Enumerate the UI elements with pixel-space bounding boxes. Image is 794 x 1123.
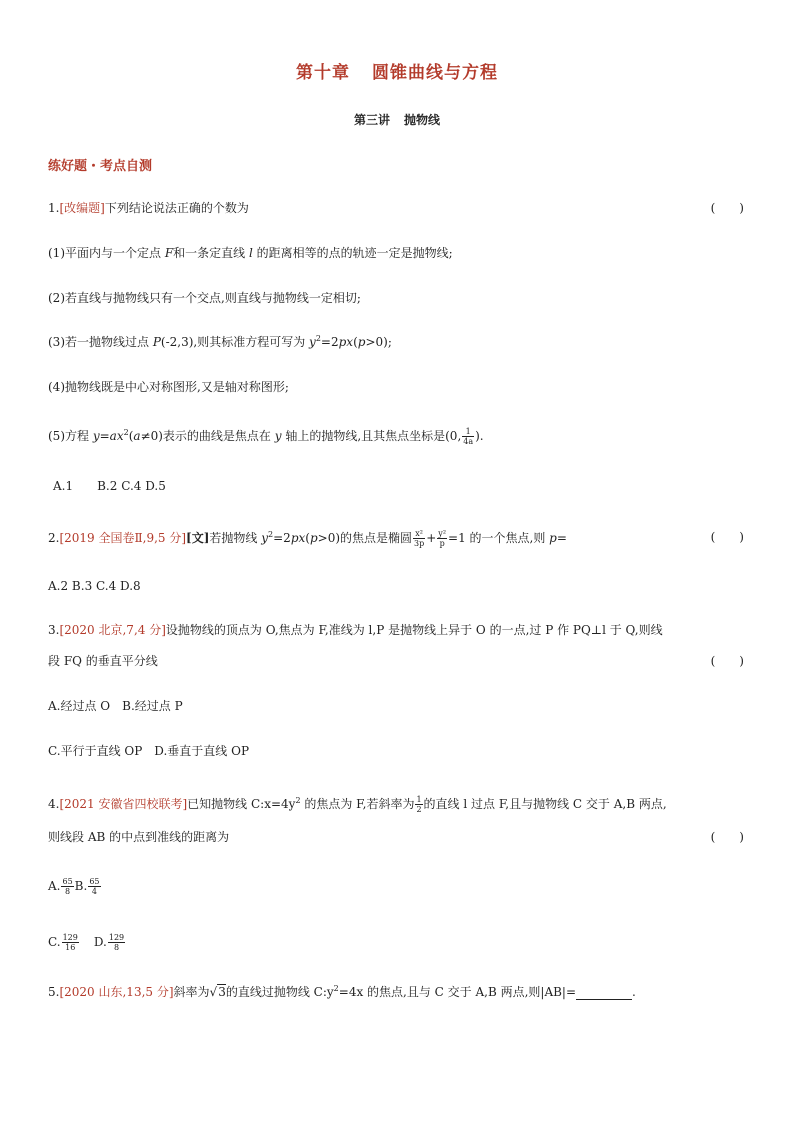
answer-parenthesis: ( ) <box>710 201 744 215</box>
answer-blank[interactable] <box>576 987 632 1000</box>
q1-item-2: (2)若直线与抛物线只有一个交点,则直线与抛物线一定相切; <box>48 291 361 305</box>
q2-options: A.2 B.3 C.4 D.8 <box>48 579 141 593</box>
lecture-number: 第三讲 <box>353 113 390 127</box>
fraction: $\frac{129}{8}$ <box>108 933 125 952</box>
q1-item-1: (1)平面内与一个定点 F和一条定直线 l 的距离相等的点的轨迹一定是抛物线; <box>48 246 453 260</box>
lecture-title <box>0 111 794 128</box>
q1-item-3: (3)若一抛物线过点 P(-2,3),则其标准方程可写为 $y^2=2px(p>0)$; <box>48 334 392 349</box>
answer-parenthesis: ( ) <box>710 530 744 544</box>
question-tag: [文] <box>186 531 210 545</box>
question-number: 1. <box>48 201 60 215</box>
fraction: $\frac{1}{4a}$ <box>463 427 474 446</box>
chapter-name: 圆锥曲线与方程 <box>372 63 498 83</box>
fraction: $\frac{129}{16}$ <box>62 933 78 952</box>
question-text: 下列结论说法正确的个数为 <box>104 201 249 215</box>
question-5-stem: 5.[2020 山东,13,5 分]斜率为√3的直线过抛物线 $C:y^2=4x$ 的焦点,且与 C 交于 A,B 两点,则|AB|= . <box>48 984 636 999</box>
q4-options-ab: A. $\frac{65}{8}$ B. $\frac{65}{4}$ <box>48 877 100 896</box>
fraction: $\frac{\text{x²}}{3p}$ <box>414 529 425 548</box>
question-3-stem: 3.[2020 北京,7,4 分]设抛物线的顶点为 O,焦点为 F,准线为 l,P 是抛物线上异于 O 的一点,过 P 作 PQ⊥l 于 Q,则线 <box>48 623 663 637</box>
sqrt-symbol: √3 <box>209 985 226 999</box>
fraction: $\frac{65}{8}$ <box>62 877 73 896</box>
question-4-stem: 4.[2021 安徽省四校联考]已知抛物线 $C:x=4y^2$ 的焦点为 F,若斜率为 $\frac{1}{2}$ 的直线 l 过点 F,且与抛物线 C 交于 A,B 两点, <box>48 795 667 814</box>
q3-options-ab: A.经过点 O B.经过点 P <box>48 699 183 713</box>
question-source: [改编题] <box>59 201 105 215</box>
q4-options-cd: C. $\frac{129}{16}$ D. $\frac{129}{8}$ <box>48 933 125 952</box>
answer-parenthesis: ( ) <box>710 830 744 844</box>
q3-options-cd: C.平行于直线 OP D.垂直于直线 OP <box>48 744 250 758</box>
question-source: [2021 安徽省四校联考] <box>59 797 188 811</box>
fraction: $\frac{65}{4}$ <box>89 877 100 896</box>
question-4-stem-cont: 则线段 AB 的中点到准线的距离为 <box>48 830 230 844</box>
question-source: [2020 北京,7,4 分] <box>59 623 166 637</box>
q1-item-4: (4)抛物线既是中心对称图形,又是轴对称图形; <box>48 380 289 394</box>
answer-parenthesis: ( ) <box>710 654 744 668</box>
q1-options: A.1 B.2 C.4 D.5 <box>53 479 166 493</box>
section-heading: 练好题・考点自测 <box>48 159 153 174</box>
question-2-stem: 2.[2019 全国卷Ⅱ,9,5 分][文]若抛物线 $y^2=2px(p>0)$的焦点是椭圆 $\frac{\text{x²}}{3p}$ + $\frac{\text{y²}}{p}$ =1 的一个焦点,则 p= <box>48 529 567 548</box>
chapter-number: 第十章 <box>296 63 350 83</box>
question-3-stem-cont: 段 FQ 的垂直平分线 <box>48 654 158 668</box>
question-source: [2019 全国卷Ⅱ,9,5 分] <box>59 531 187 545</box>
lecture-name: 抛物线 <box>404 113 441 127</box>
q1-item-5: (5)方程 $y=ax^2(a\ne 0)$表示的曲线是焦点在 y 轴上的抛物线,且其焦点坐标是(0, $\frac{1}{4a}$ ). <box>48 427 484 446</box>
fraction: $\frac{1}{2}$ <box>416 795 422 814</box>
question-1-stem <box>48 200 249 216</box>
question-source: [2020 山东,13,5 分] <box>59 985 174 999</box>
fraction: $\frac{\text{y²}}{p}$ <box>438 529 447 548</box>
chapter-title <box>0 58 794 83</box>
